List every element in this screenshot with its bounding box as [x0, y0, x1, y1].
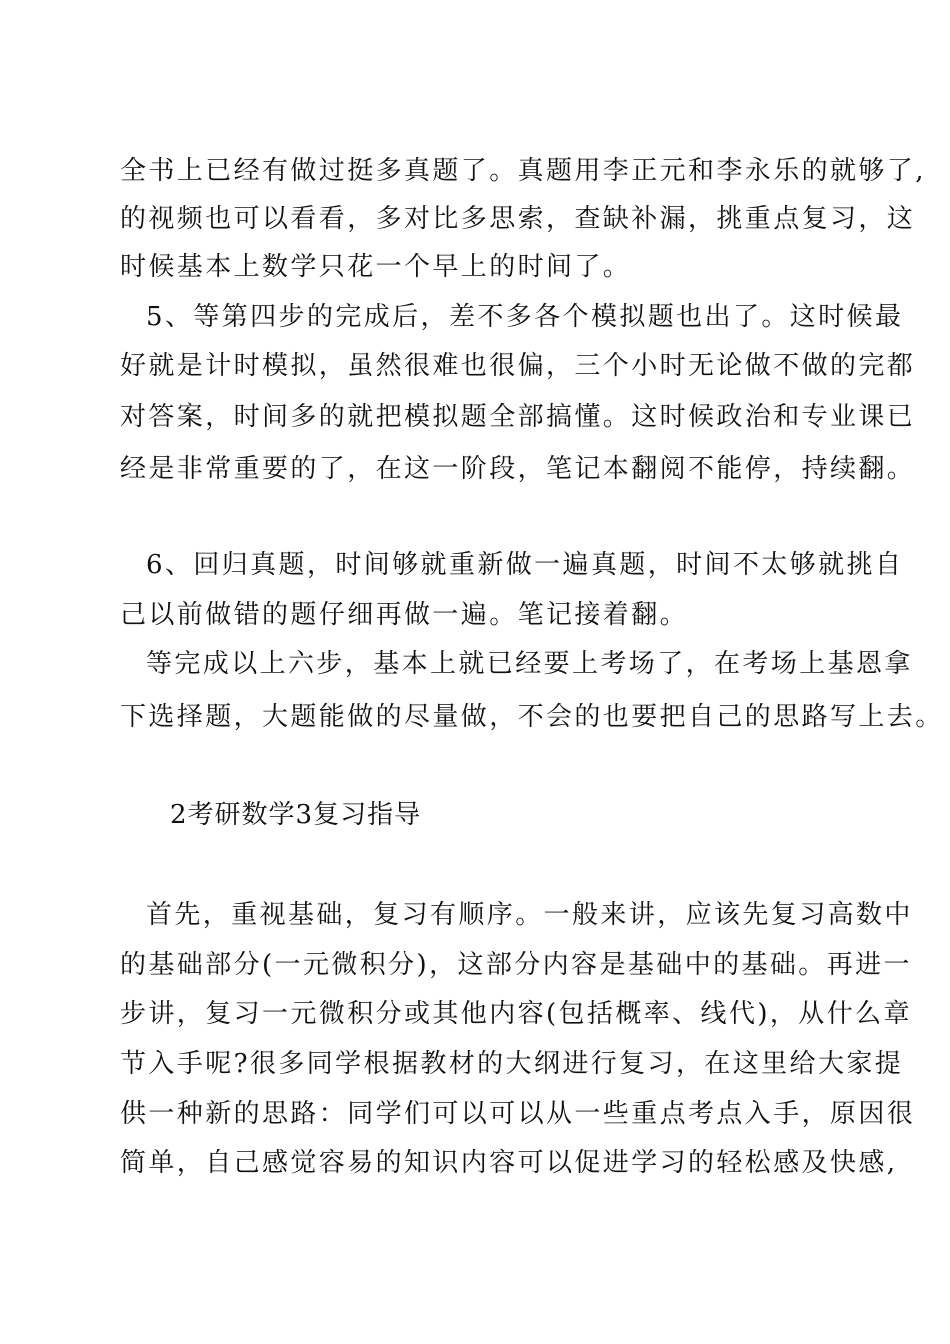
- paragraph-line: 5、等第四步的完成后，差不多各个模拟题也出了。这时候最: [146, 302, 904, 332]
- paragraph-line: 简单，自己感觉容易的知识内容可以促进学习的轻松感及快感,: [120, 1148, 898, 1178]
- paragraph-line: 下选择题，大题能做的尽量做，不会的也要把自己的思路写上去。: [120, 702, 944, 732]
- section-heading: 2考研数学3复习指导: [170, 800, 422, 830]
- paragraph-line: 供一种新的思路：同学们可以可以从一些重点考点入手，原因很: [120, 1099, 916, 1129]
- paragraph-line: 时候基本上数学只花一个早上的时间了。: [120, 252, 632, 282]
- paragraph-line: 对答案，时间多的就把模拟题全部搞懂。这时候政治和专业课已: [120, 402, 916, 432]
- paragraph-line: 的基础部分(一元微积分)，这部分内容是基础中的基础。再进一: [120, 950, 912, 980]
- paragraph-line: 好就是计时模拟，虽然很难也很偏，三个小时无论做不做的完都: [120, 351, 916, 381]
- paragraph-line: 己以前做错的题仔细再做一遍。笔记接着翻。: [120, 600, 689, 630]
- paragraph-line: 的视频也可以看看，多对比多思索，查缺补漏，挑重点复习，这: [120, 204, 916, 234]
- paragraph-line: 全书上已经有做过挺多真题了。真题用李正元和李永乐的就够了,: [120, 156, 926, 186]
- paragraph-line: 经是非常重要的了，在这一阶段，笔记本翻阅不能停，持续翻。: [120, 454, 916, 484]
- paragraph-line: 等完成以上六步，基本上就已经要上考场了，在考场上基恩拿: [146, 649, 913, 679]
- paragraph-line: 节入手呢?很多同学根据教材的大纲进行复习，在这里给大家提: [120, 1049, 904, 1079]
- paragraph-line: 首先，重视基础，复习有顺序。一般来讲，应该先复习高数中: [146, 900, 913, 930]
- paragraph-line: 步讲，复习一元微积分或其他内容(包括概率、线代)，从什么章: [120, 999, 912, 1029]
- paragraph-line: 6、回归真题，时间够就重新做一遍真题，时间不太够就挑自: [146, 550, 904, 580]
